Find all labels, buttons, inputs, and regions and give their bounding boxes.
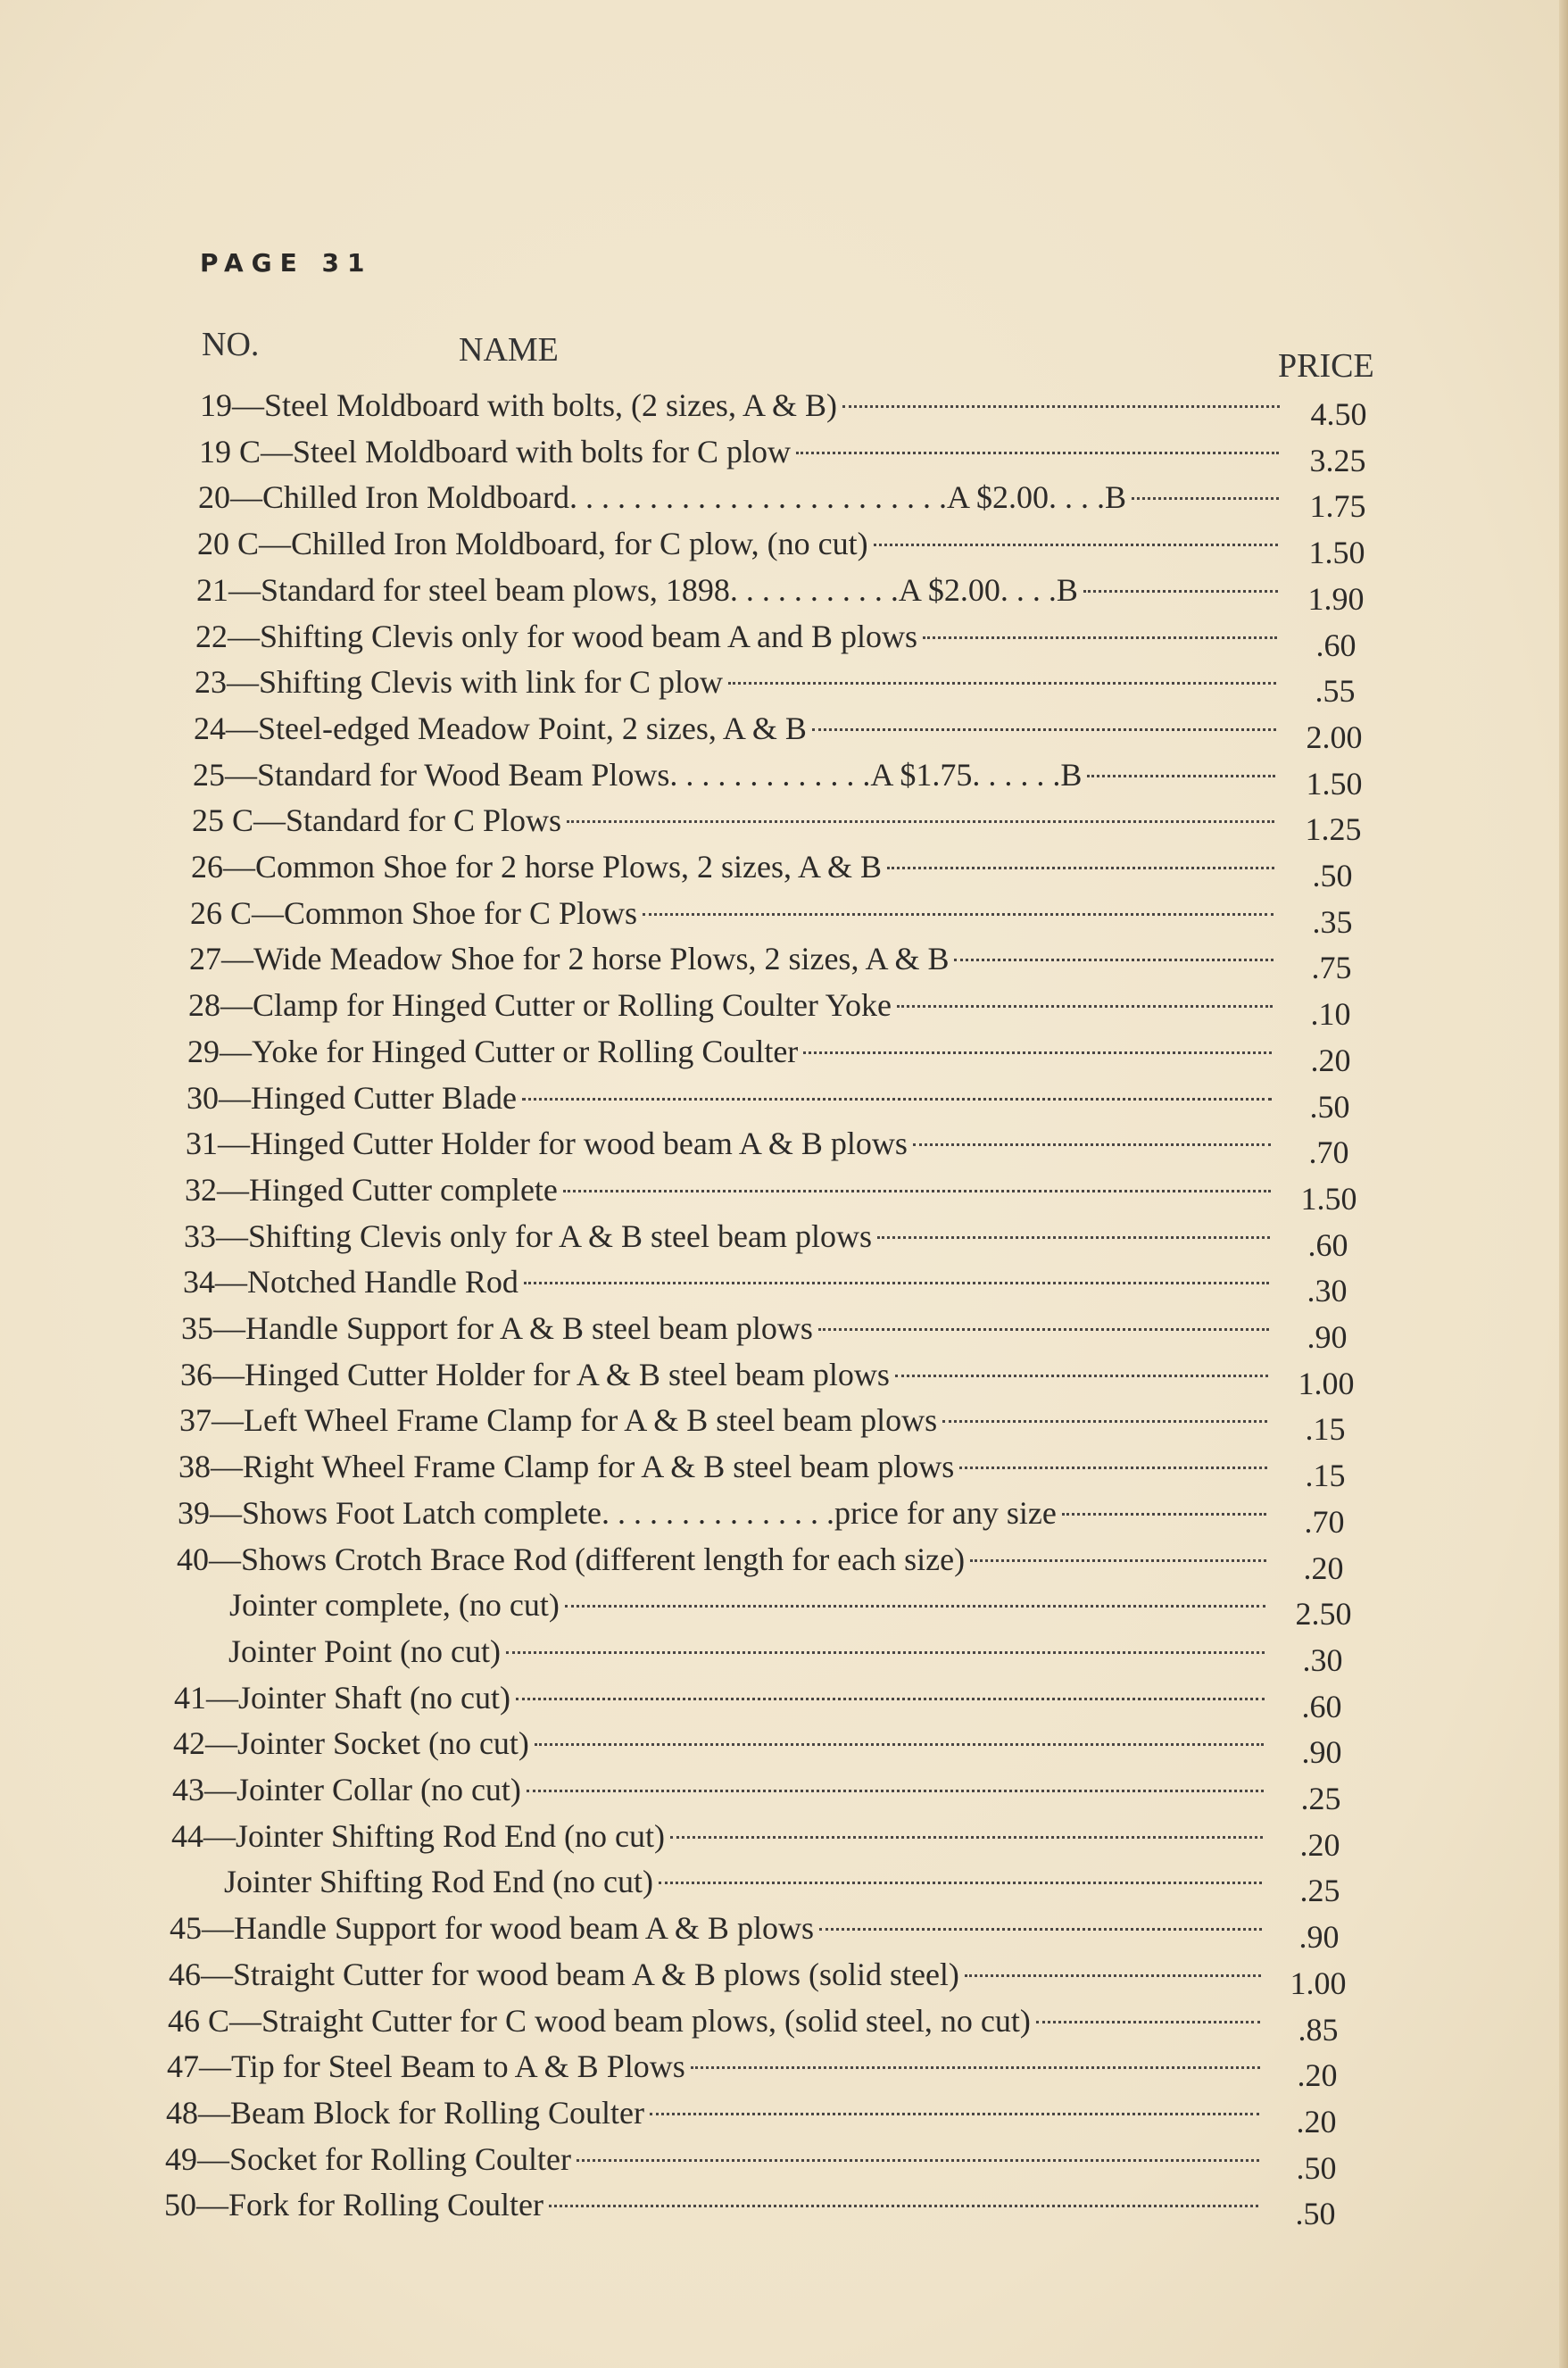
item-price: .85 [1298,2012,1339,2048]
item-name: 23—Shifting Clevis with link for C plow [195,664,724,700]
item-price: .55 [1315,673,1356,709]
dot-leader [1062,1513,1266,1516]
item-name: 45—Handle Support for wood beam A & B plows [170,1910,814,1946]
dot-leader [842,405,1280,408]
dot-leader [877,1236,1270,1239]
item-name: 21—Standard for steel beam plows, 1898. . . . . . . . . . .A $2.00. . . .B [196,572,1078,608]
dot-leader [650,2113,1259,2115]
item-name: 44—Jointer Shifting Rod End (no cut) [171,1818,665,1854]
list-item [0,1628,1568,1678]
item-name: 47—Tip for Steel Beam to A & B Plows [167,2048,685,2084]
list-item [0,1951,1568,2001]
item-description [195,613,1282,660]
item-description [185,1167,1276,1213]
item-price: 1.75 [1309,488,1366,524]
item-name: 46 C—Straight Cutter for C wood beam plows, (solid steel, no cut) [168,2003,1031,2039]
item-name: 25 C—Standard for C Plows [192,802,561,838]
item-name: 29—Yoke for Hinged Cutter or Rolling Coulter [187,1034,799,1069]
item-description [197,520,1283,567]
list-item [0,567,1568,617]
list-item [0,382,1568,432]
item-price: 3.25 [1309,443,1366,478]
item-price: .90 [1301,1734,1342,1770]
dot-leader [965,1974,1261,1977]
item-description [170,1905,1267,1951]
item-name: 19—Steel Moldboard with bolts, (2 sizes, A & B) [200,387,837,423]
dot-leader [1083,590,1278,593]
item-price: .15 [1305,1458,1346,1493]
list-item [0,1443,1568,1493]
item-description [172,1766,1269,1813]
item-price: 1.50 [1306,766,1363,802]
item-name: 31—Hinged Cutter Holder for wood beam A & B plows [186,1126,908,1161]
item-price: 1.25 [1305,811,1362,847]
item-name: 19 C—Steel Moldboard with bolts for C plow [199,434,791,469]
dot-leader [527,1790,1264,1792]
item-description [178,1490,1272,1536]
item-name: 36—Hinged Cutter Holder for A & B steel beam plows [180,1357,890,1392]
item-name: 41—Jointer Shaft (no cut) [174,1680,510,1716]
item-price: .50 [1312,858,1353,893]
list-item [0,1120,1568,1170]
item-name: 24—Steel-edged Meadow Point, 2 sizes, A & B [194,710,807,746]
dot-leader [913,1143,1271,1146]
item-description [193,752,1281,798]
item-price: .50 [1295,2196,1336,2231]
list-item [0,1998,1568,2048]
dot-leader [819,1928,1262,1931]
item-price: .70 [1308,1134,1349,1170]
dot-leader [522,1098,1272,1101]
item-price: 1.50 [1300,1181,1357,1217]
dot-leader [728,682,1276,685]
item-name: 33—Shifting Clevis only for A & B steel beam plows [184,1218,872,1254]
item-price: 4.50 [1310,396,1367,432]
dot-leader [563,1190,1271,1192]
list-item [0,1259,1568,1309]
item-description [228,1628,1270,1674]
dot-leader [643,913,1273,916]
list-item [0,752,1568,802]
dot-leader [954,959,1273,961]
dot-leader [659,1882,1262,1884]
list-item [0,1213,1568,1263]
list-item [0,428,1568,478]
item-price: 1.00 [1298,1366,1355,1401]
item-description [167,2043,1265,2090]
list-item [0,1351,1568,1401]
item-price: 2.00 [1306,719,1363,755]
item-name: 37—Left Wheel Frame Clamp for A & B steel beam plows [179,1402,938,1438]
list-item [0,2136,1568,2186]
dot-leader [1036,2021,1260,2023]
item-price: .50 [1309,1089,1350,1125]
item-name: 38—Right Wheel Frame Clamp for A & B steel beam plows [178,1449,955,1484]
item-description [188,982,1278,1028]
dot-leader [506,1651,1265,1654]
list-item [0,1813,1568,1863]
list-item [0,1766,1568,1816]
item-name: Jointer Point (no cut) [228,1633,501,1669]
column-header-no: NO. [202,326,260,363]
item-name: 35—Handle Support for A & B steel beam plows [181,1310,813,1346]
item-price: 1.00 [1290,1965,1347,2001]
item-price: .90 [1307,1319,1348,1355]
list-item [0,474,1568,524]
item-name: 26—Common Shoe for 2 horse Plows, 2 sizes, A & B [191,849,883,885]
item-price: .10 [1310,996,1351,1032]
item-price: .35 [1312,904,1353,940]
item-price: .75 [1311,950,1352,985]
item-description [171,1813,1268,1859]
list-item [0,935,1568,985]
item-price: .70 [1304,1504,1345,1540]
dot-leader [565,1605,1265,1608]
item-name: Jointer complete, (no cut) [229,1587,560,1623]
item-name: 20—Chilled Iron Moldboard. . . . . . . . . . . . . . . . . . . . . . . .A $2.00. . . .B [198,479,1126,515]
item-description [189,935,1279,982]
item-name: 25—Standard for Wood Beam Plows. . . . . . . . . . . . .A $1.75. . . . . .B [193,757,1083,793]
item-description [169,1951,1266,1998]
dot-leader [812,728,1276,731]
item-description [190,890,1279,936]
item-price: .30 [1302,1642,1343,1678]
dot-leader [1132,497,1279,500]
dot-leader [970,1559,1266,1562]
dot-leader [803,1051,1272,1054]
item-description [180,1351,1273,1398]
dot-leader [516,1698,1265,1700]
page-number: PAGE 31 [200,248,373,278]
dot-leader [535,1743,1264,1746]
list-item [0,843,1568,893]
dot-leader [942,1420,1267,1423]
item-description [187,1028,1277,1075]
column-header-name: NAME [459,331,559,369]
list-item [0,2181,1568,2231]
list-item [0,520,1568,570]
item-name: 28—Clamp for Hinged Cutter or Rolling Coulter Yoke [188,987,892,1023]
item-price: .90 [1298,1919,1340,1955]
item-price: .20 [1303,1550,1344,1586]
item-description [166,2090,1265,2136]
item-description [177,1536,1272,1583]
dot-leader [897,1005,1273,1008]
list-item [0,2043,1568,2093]
list-item [0,797,1568,847]
item-description [173,1720,1269,1766]
item-description [192,797,1280,843]
item-price: .25 [1299,1873,1340,1908]
item-description [164,2181,1264,2228]
item-name: 22—Shifting Clevis only for wood beam A and B plows [195,619,917,654]
item-name: 49—Socket for Rolling Coulter [165,2141,571,2177]
dot-leader [959,1466,1267,1469]
list-item [0,705,1568,755]
dot-leader [887,867,1274,869]
list-item [0,1490,1568,1540]
item-name: 32—Hinged Cutter complete [185,1172,558,1208]
item-description [165,2136,1265,2182]
dot-leader [670,1836,1263,1839]
item-description [168,1998,1265,2044]
item-name: 43—Jointer Collar (no cut) [172,1772,521,1807]
item-price: .20 [1310,1043,1351,1078]
item-description [174,1674,1270,1721]
item-name: 30—Hinged Cutter Blade [187,1080,517,1116]
item-price: .60 [1301,1689,1342,1724]
item-description [224,1858,1267,1905]
item-price: .20 [1296,2104,1337,2140]
item-description [194,705,1282,752]
item-name: 26 C—Common Shoe for C Plows [190,895,638,931]
dot-leader [567,820,1274,823]
item-name: 39—Shows Foot Latch complete. . . . . . . . . . . . . . .price for any size [178,1495,1057,1531]
item-price: 1.90 [1307,581,1365,617]
item-description [186,1120,1276,1167]
item-description [229,1582,1271,1628]
dot-leader [818,1328,1269,1331]
item-description [198,474,1284,520]
list-item [0,2090,1568,2140]
list-item [0,890,1568,940]
column-header-price: PRICE [1278,347,1374,385]
dot-leader [874,544,1278,546]
item-description [200,382,1285,428]
list-item [0,982,1568,1032]
item-price: .20 [1297,2057,1338,2093]
dot-leader [796,452,1279,454]
item-price: .25 [1300,1781,1341,1816]
list-item [0,1397,1568,1447]
item-name: 48—Beam Block for Rolling Coulter [166,2095,644,2131]
item-name: 20 C—Chilled Iron Moldboard, for C plow, (no cut) [197,526,868,561]
item-price: .15 [1305,1411,1346,1447]
dot-leader [524,1282,1269,1284]
item-price: .20 [1299,1827,1340,1863]
item-price: .50 [1296,2150,1337,2186]
item-description [199,428,1284,475]
dot-leader [691,2066,1260,2069]
list-item [0,1167,1568,1217]
list-item [0,613,1568,663]
item-name: 40—Shows Crotch Brace Rod (different length for each size) [177,1541,966,1577]
item-name: Jointer Shifting Rod End (no cut) [224,1864,653,1899]
list-item [0,1905,1568,1955]
item-price: 2.50 [1295,1596,1352,1632]
item-name: 34—Notched Handle Rod [183,1264,519,1300]
item-description [196,567,1283,613]
item-name: 27—Wide Meadow Shoe for 2 horse Plows, 2 sizes, A & B [189,941,950,976]
dot-leader [577,2159,1259,2162]
item-description [178,1443,1273,1490]
item-name: 42—Jointer Socket (no cut) [173,1725,529,1761]
item-price: .60 [1307,1227,1348,1263]
item-description [183,1259,1274,1305]
dot-leader [923,636,1277,639]
item-name: 50—Fork for Rolling Coulter [164,2187,543,2223]
list-item [0,1858,1568,1908]
list-item [0,1720,1568,1770]
list-item [0,1305,1568,1355]
list-item [0,1582,1568,1632]
list-item [0,1075,1568,1125]
item-name: 46—Straight Cutter for wood beam A & B plows (solid steel) [169,1957,959,1992]
item-description [191,843,1280,890]
item-description [195,659,1282,705]
list-item [0,1536,1568,1586]
item-price: .30 [1307,1273,1348,1309]
item-price: .60 [1315,627,1356,663]
list-item [0,659,1568,709]
dot-leader [549,2205,1258,2207]
dot-leader [1087,775,1275,777]
item-description [179,1397,1273,1443]
list-item [0,1674,1568,1724]
dot-leader [895,1375,1268,1377]
item-description [187,1075,1277,1121]
item-description [184,1213,1275,1259]
list-item [0,1028,1568,1078]
item-price: 1.50 [1308,535,1365,570]
item-description [181,1305,1274,1351]
